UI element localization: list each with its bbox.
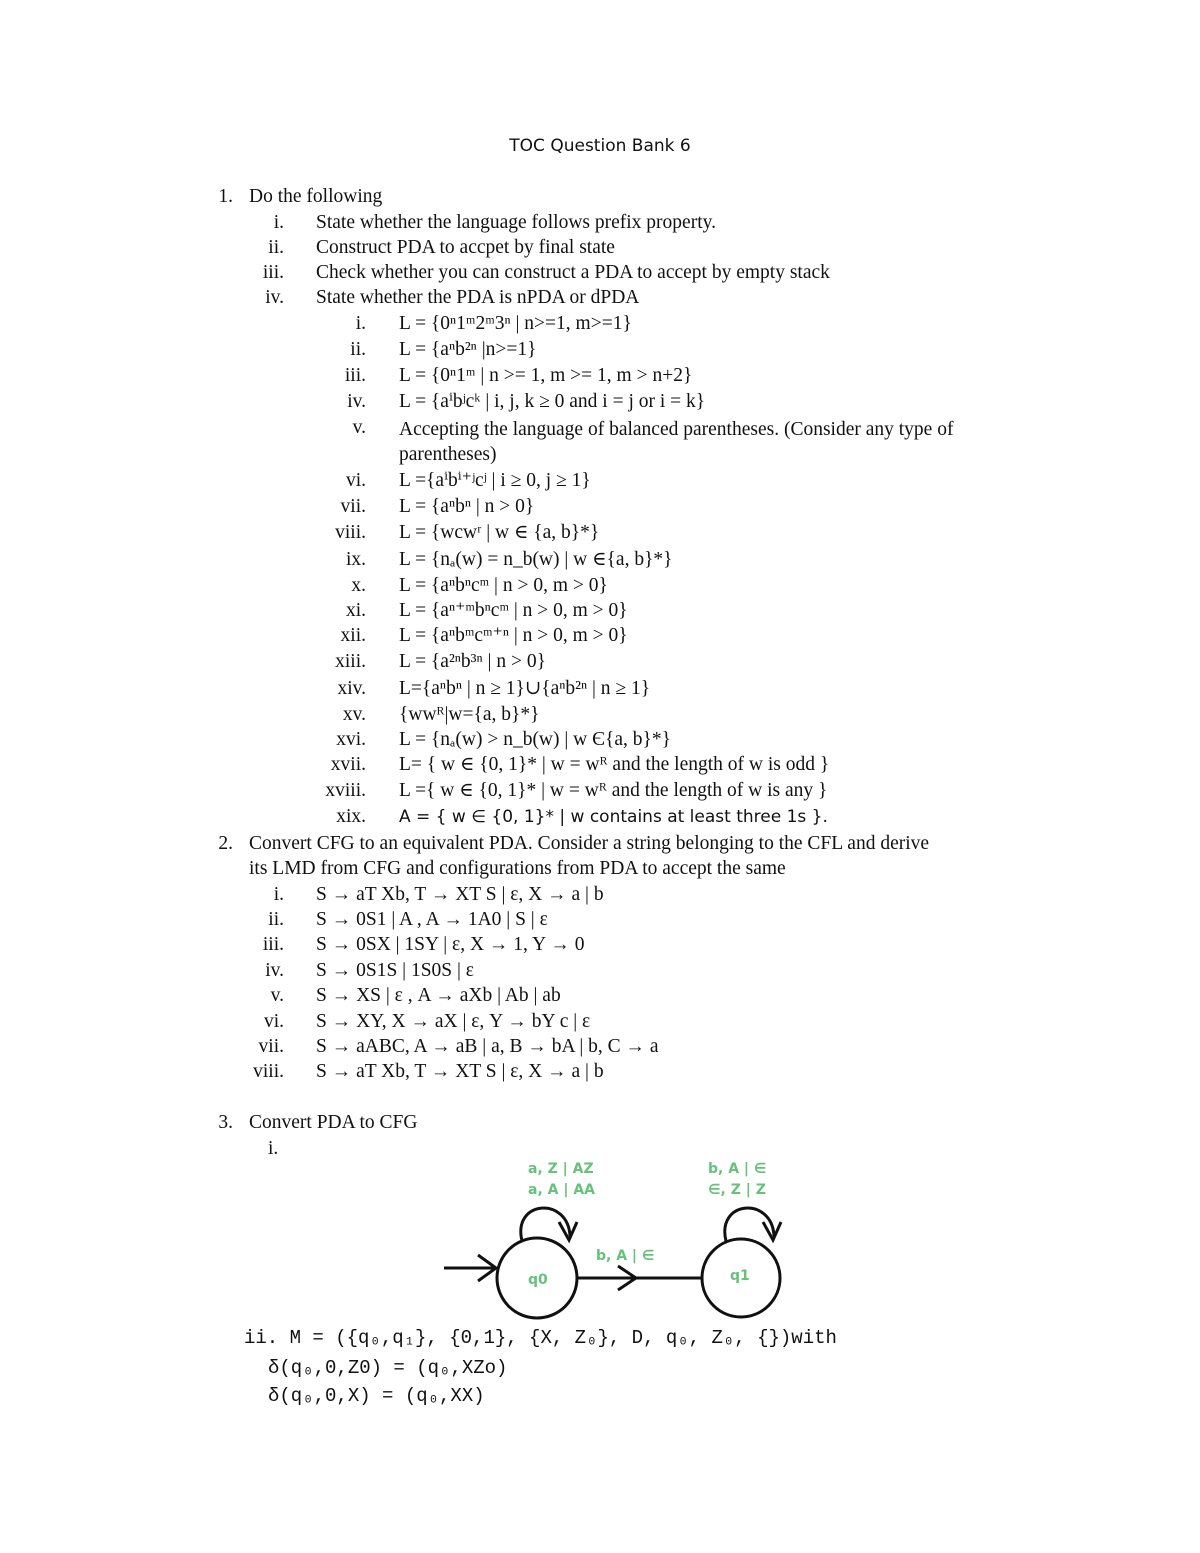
language-number: xvii. <box>330 754 366 775</box>
language-item: L = {nₐ(w) > n_b(w) | w Є{a, b}*} <box>399 729 671 750</box>
language-number: viii. <box>335 522 366 543</box>
state-q1-label: q1 <box>730 1268 750 1284</box>
language-item: L= { w ∈ {0, 1}* | w = wᴿ and the length of w is odd } <box>399 754 830 775</box>
language-number: xviii. <box>325 780 366 801</box>
question-text: Do the following <box>249 186 383 207</box>
language-number: xi. <box>345 600 366 621</box>
language-item: L = {aⁿbⁿ | n > 0} <box>399 496 535 517</box>
sub-text: State whether the PDA is nPDA or dPDA <box>316 287 640 308</box>
question-text: its LMD from CFG and configurations from PDA to accept the same <box>249 858 786 879</box>
grammar-number: i. <box>273 884 284 905</box>
language-number: xii. <box>340 625 366 646</box>
transition-function-1: δ(q₀,0,Z0) = (q₀,XZo) <box>268 1357 508 1379</box>
page-title: TOC Question Bank 6 <box>509 136 691 156</box>
grammar-number: ii. <box>268 909 284 930</box>
language-item: L = {aⁱbʲcᵏ | i, j, k ≥ 0 and i = j or i = k} <box>399 391 706 412</box>
grammar-item: S → 0S1S | 1S0S | ε <box>316 960 474 981</box>
sub-text: Construct PDA to accpet by final state <box>316 237 615 258</box>
sub-number: i. <box>268 1138 279 1159</box>
grammar-number: iv. <box>265 960 284 981</box>
language-item: L = {aⁿbⁿcᵐ | n > 0, m > 0} <box>399 575 608 596</box>
grammar-number: vi. <box>263 1011 284 1032</box>
question-text: Convert CFG to an equivalent PDA. Consider a string belonging to the CFL and derive <box>249 833 930 854</box>
grammar-item: S → 0SX | 1SY | ε, X → 1, Y → 0 <box>316 934 585 955</box>
question-number: 3. <box>218 1112 233 1133</box>
loop-q0-label-1: a, Z | AZ <box>528 1161 594 1177</box>
loop-q1-label-1: b, A | ∈ <box>708 1161 767 1177</box>
language-item: L ={ w ∈ {0, 1}* | w = wᴿ and the length of w is any } <box>399 780 828 801</box>
transition-function-2: δ(q₀,0,X) = (q₀,XX) <box>268 1385 485 1407</box>
grammar-item: S → aT Xb, T → XT S | ε, X → a | b <box>316 884 604 905</box>
language-item: L = {aⁿb²ⁿ |n>=1} <box>399 339 537 360</box>
grammar-item: S → aABC, A → aB | a, B → bA | b, C → a <box>316 1036 659 1057</box>
grammar-item: S → 0S1 | A , A → 1A0 | S | ε <box>316 909 548 930</box>
language-number: xix. <box>336 806 366 827</box>
state-q0-label: q0 <box>528 1272 548 1288</box>
language-number: xiii. <box>335 651 366 672</box>
language-number: x. <box>351 575 366 596</box>
sub-text: State whether the language follows prefix property. <box>316 212 716 233</box>
language-item: {wwᴿ|w={a, b}*} <box>399 704 540 725</box>
grammar-item: S → XS | ε , A → aXb | Ab | ab <box>316 985 561 1006</box>
language-item: L = {wcwʳ | w ∈ {a, b}*} <box>399 522 600 543</box>
language-number: xvi. <box>336 729 366 750</box>
language-item: L = {0ⁿ1ᵐ2ᵐ3ⁿ | n>=1, m>=1} <box>399 313 632 334</box>
sub-text: Check whether you can construct a PDA to accept by empty stack <box>316 262 830 283</box>
language-item: A = { w ∈ {0, 1}* | w contains at least three 1s }. <box>399 807 828 827</box>
loop-q1 <box>725 1208 774 1241</box>
language-number: vi. <box>345 470 366 491</box>
language-item: L = {a²ⁿb³ⁿ | n > 0} <box>399 651 546 672</box>
sub-number: iv. <box>265 287 284 308</box>
grammar-number: v. <box>270 985 284 1006</box>
loop-q1-label-2: ∈, Z | Z <box>708 1182 766 1198</box>
question-text: Convert PDA to CFG <box>249 1112 418 1133</box>
sub-number: ii. <box>268 237 284 258</box>
language-number: ix. <box>345 549 366 570</box>
question-number: 2. <box>218 833 233 854</box>
language-number: ii. <box>350 339 366 360</box>
grammar-number: iii. <box>262 934 284 955</box>
language-number: iv. <box>347 391 366 412</box>
language-item: L = {nₐ(w) = n_b(w) | w ∈{a, b}*} <box>399 549 673 570</box>
language-item: Accepting the language of balanced parentheses. (Consider any type of parentheses) <box>399 419 954 465</box>
language-item: L = {0ⁿ1ᵐ | n >= 1, m >= 1, m > n+2} <box>399 365 693 386</box>
language-item: L={aⁿbⁿ | n ≥ 1}∪{aⁿb²ⁿ | n ≥ 1} <box>399 678 651 699</box>
language-number: vii. <box>340 496 366 517</box>
pda-definition: ii. M = ({q₀,q₁}, {0,1}, {X, Z₀}, D, q₀, Z₀, {})with <box>244 1327 837 1349</box>
loop-q0-label-2: a, A | AA <box>528 1182 596 1198</box>
grammar-number: vii. <box>258 1036 284 1057</box>
language-number: i. <box>355 313 366 334</box>
language-number: xiv. <box>337 678 366 699</box>
language-item: L = {aⁿbᵐcᵐ⁺ⁿ | n > 0, m > 0} <box>399 625 628 646</box>
language-number: iii. <box>344 365 366 386</box>
language-number: xv. <box>342 704 366 725</box>
sub-number: iii. <box>262 262 284 283</box>
sub-number: i. <box>273 212 284 233</box>
grammar-item: S → aT Xb, T → XT S | ε, X → a | b <box>316 1061 604 1082</box>
transition-label: b, A | ∈ <box>596 1248 655 1264</box>
question-number: 1. <box>218 186 233 207</box>
grammar-number: viii. <box>253 1061 284 1082</box>
loop-q0 <box>521 1208 570 1241</box>
pda-state-diagram <box>430 1152 810 1322</box>
grammar-item: S → XY, X → aX | ε, Y → bY c | ε <box>316 1011 591 1032</box>
language-item: L = {aⁿ⁺ᵐbⁿcᵐ | n > 0, m > 0} <box>399 600 628 621</box>
language-item: L ={aⁱbⁱ⁺ʲcʲ | i ≥ 0, j ≥ 1} <box>399 470 591 491</box>
language-number: v. <box>352 417 366 438</box>
